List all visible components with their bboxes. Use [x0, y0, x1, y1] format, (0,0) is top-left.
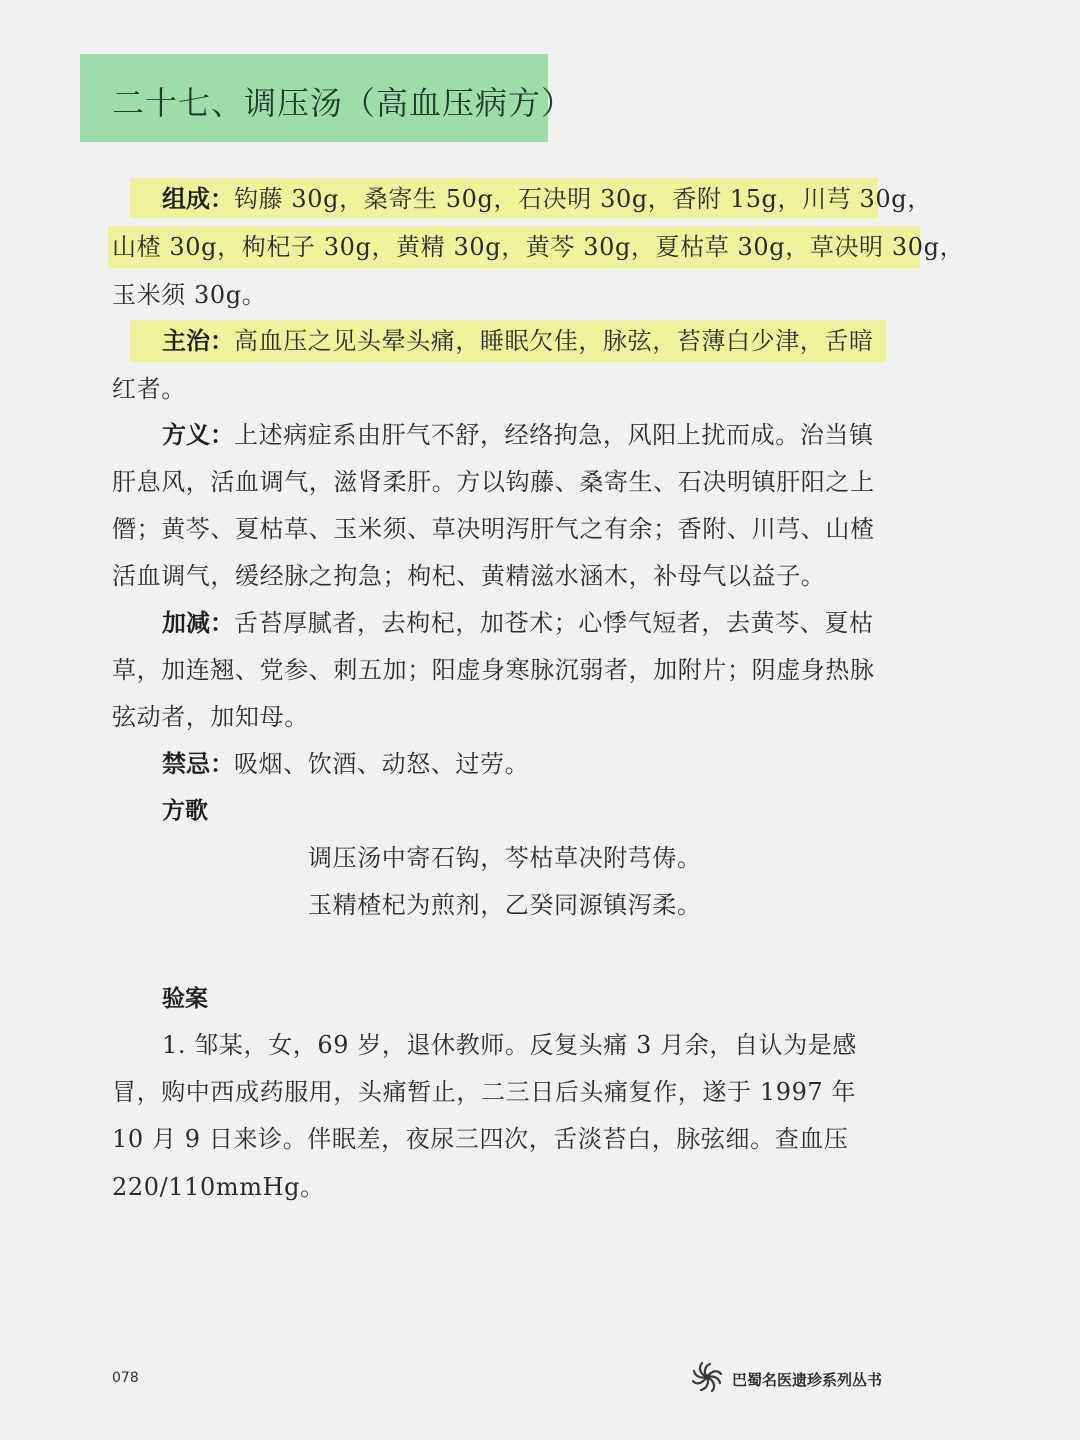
- indication-line-2: 红者。: [112, 375, 186, 403]
- case-line-2: 冒，购中西成药服用，头痛暂止，二三日后头痛复作，遂于 1997 年: [112, 1078, 857, 1106]
- formula-meaning-label: 方义：: [162, 421, 234, 449]
- case-line-3: 10 月 9 日来诊。伴眠差，夜尿三四次，舌淡苔白，脉弦细。查血压: [112, 1125, 849, 1153]
- composition-line-1: 组成：钩藤 30g，桑寄生 50g，石决明 30g，香附 15g，川芎 30g，: [162, 185, 932, 213]
- verse-line-1: 调压汤中寄石钩，芩枯草决附芎俦。: [308, 844, 702, 872]
- verse-heading: 方歌: [162, 798, 208, 824]
- contraindication-label: 禁忌：: [162, 750, 234, 778]
- formula-meaning-line-4: 活血调气，缓经脉之拘急；枸杞、黄精滋水涵木，补母气以益子。: [112, 562, 826, 590]
- indication-line-1: 主治：高血压之见头晕头痛，睡眠欠佳，脉弦，苔薄白少津，舌暗: [162, 327, 874, 355]
- case-line-4: 220/110mmHg。: [112, 1173, 325, 1201]
- modification-label: 加减：: [162, 609, 234, 637]
- contraindication-line: 禁忌：吸烟、饮酒、动怒、过劳。: [162, 750, 530, 778]
- case-line-1: 1. 邹某，女，69 岁，退休教师。反复头痛 3 月余，自认为是感: [162, 1031, 858, 1059]
- verse-line-2: 玉精楂杞为煎剂，乙癸同源镇泻柔。: [308, 891, 702, 919]
- modification-line-3: 弦动者，加知母。: [112, 703, 309, 731]
- modification-line-2: 草，加连翘、党参、刺五加；阳虚身寒脉沉弱者，加附片；阴虚身热脉: [112, 656, 875, 684]
- formula-meaning-line-3: 僭；黄芩、夏枯草、玉米须、草决明泻肝气之有余；香附、川芎、山楂: [112, 515, 875, 543]
- modification-line-1: 加减：舌苔厚腻者，去枸杞，加苍术；心悸气短者，去黄芩、夏枯: [162, 609, 874, 637]
- phoenix-logo-icon: [690, 1360, 724, 1398]
- formula-meaning-line-1: 方义：上述病症系由肝气不舒，经络拘急，风阳上扰而成。治当镇: [162, 421, 874, 449]
- case-heading: 验案: [162, 986, 208, 1012]
- series-name: 巴蜀名医遗珍系列丛书: [732, 1370, 883, 1389]
- composition-line-2: 山楂 30g，枸杞子 30g，黄精 30g，黄芩 30g，夏枯草 30g，草决明 30g，: [112, 233, 965, 261]
- page-title: 二十七、调压汤（高血压病方）: [112, 84, 575, 122]
- indication-label: 主治：: [162, 327, 234, 355]
- page-number: 078: [112, 1370, 139, 1386]
- composition-label: 组成：: [162, 185, 234, 213]
- series-footer: [690, 1362, 882, 1396]
- formula-meaning-line-2: 肝息风，活血调气，滋肾柔肝。方以钩藤、桑寄生、石决明镇肝阳之上: [112, 468, 875, 496]
- composition-line-3: 玉米须 30g。: [112, 281, 267, 309]
